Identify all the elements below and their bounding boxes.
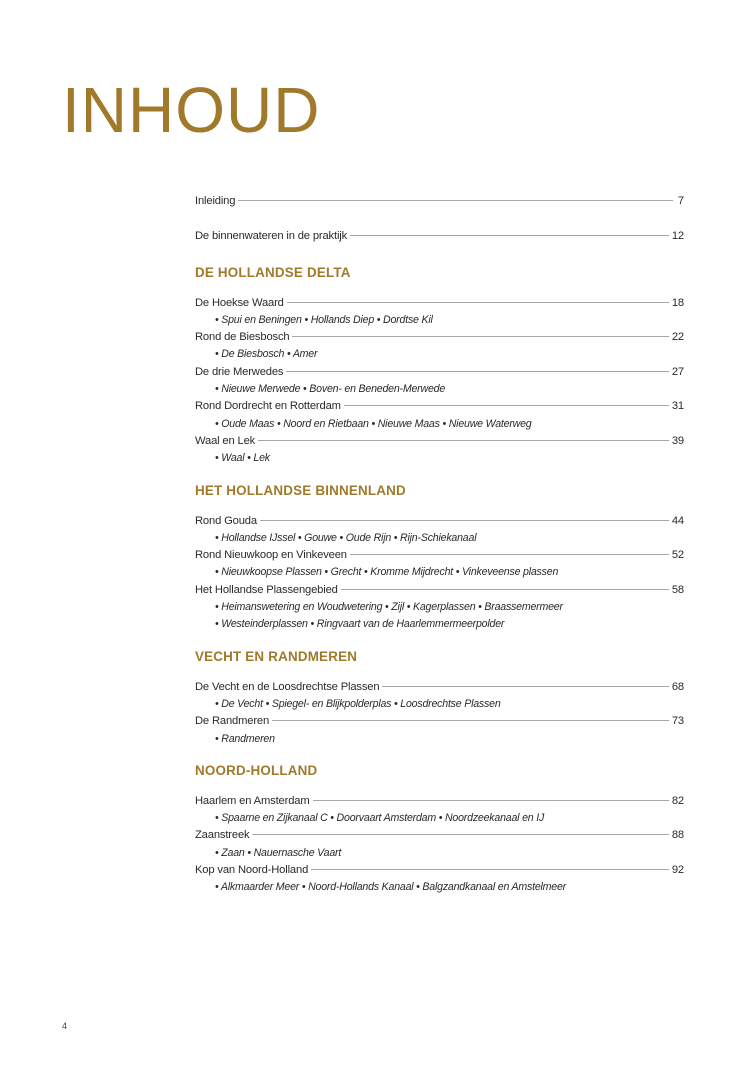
toc-entry-label: Rond de Biesbosch [195,331,290,344]
dotted-leader [311,869,669,870]
spacer [195,246,684,263]
dotted-leader [341,589,669,590]
toc-entry-page: 18 [671,296,684,309]
spacer [195,780,684,793]
toc-entry-page: 52 [671,549,684,562]
toc-entry-page: 39 [671,434,684,447]
toc-entry[interactable] [195,513,684,530]
section-heading: DE HOLLANDSE DELTA [195,264,351,280]
dotted-leader [287,302,669,303]
toc-entry-page: 31 [671,400,684,413]
toc-entry-label: Waal en Lek [195,434,256,447]
toc-subentry: • De Vecht • Spiegel- en Blijkpolderplas • Loosdrechtse Plassen [215,697,501,710]
toc-entry-label: Rond Gouda [195,514,257,527]
toc-entry[interactable] [195,862,684,879]
section-heading: NOORD-HOLLAND [195,762,318,778]
toc-entry-label: De drie Merwedes [195,365,284,378]
toc-subentry: • Zaan • Nauernasche Vaart [215,846,342,859]
toc-subentry: • Randmeren [215,732,275,745]
toc-entry-label: Haarlem en Amsterdam [195,794,310,807]
spacer [195,634,684,647]
spacer [195,666,684,679]
dotted-leader [260,520,669,521]
toc-entry[interactable] [195,398,684,415]
toc-subentry: • Hollandse IJssel • Gouwe • Oude Rijn • Rijn-Schiekanaal [215,531,477,544]
page-title: INHOUD [62,74,321,146]
dotted-leader [258,440,669,441]
toc-entry-page: 82 [671,794,684,807]
toc-entry[interactable] [195,582,684,599]
toc-entry-page: 22 [671,331,684,344]
toc-sections [195,246,684,897]
page-number: 4 [62,1021,68,1031]
toc-entry-label: Inleiding [195,195,236,207]
toc-entry-binnenwateren[interactable] [195,228,684,245]
toc-entry-label: De Randmeren [195,715,270,728]
toc-entry-label: Het Hollandse Plassengebied [195,583,338,596]
toc-subentry: • Oude Maas • Noord en Rietbaan • Nieuwe Maas • Nieuwe Waterweg [215,417,532,430]
toc-entry-label: De Hoekse Waard [195,296,284,309]
toc-entry-label: Rond Dordrecht en Rotterdam [195,400,341,413]
toc-entry[interactable] [195,433,684,450]
toc-entry-label: Zaanstreek [195,829,250,842]
section-heading: VECHT EN RANDMEREN [195,648,358,664]
toc-subentry: • Waal • Lek [215,452,270,465]
toc-entry-page: 7 [677,195,684,207]
toc-entry[interactable] [195,364,684,381]
toc-entry[interactable] [195,295,684,312]
dotted-leader [272,720,669,721]
dotted-leader [313,800,669,801]
toc-entry[interactable] [195,793,684,810]
toc-entry-page: 92 [671,864,684,877]
toc-entry-inleiding[interactable] [195,193,684,210]
toc-entry-page: 27 [671,365,684,378]
dotted-leader [292,336,668,337]
toc-entry-label: De Vecht en de Loosdrechtse Plassen [195,680,380,693]
toc-entry-page: 12 [671,230,684,243]
toc-entry[interactable] [195,713,684,730]
toc-subentry: • Westeinderplassen • Ringvaart van de Haarlemmermeerpolder [215,618,505,631]
spacer [195,500,684,513]
table-of-contents [195,193,684,897]
toc-subentry: • Alkmaarder Meer • Noord-Hollands Kanaal • Balgzandkanaal en Amstelmeer [215,881,567,894]
toc-entry[interactable] [195,547,684,564]
toc-entry-label: Rond Nieuwkoop en Vinkeveen [195,549,347,562]
dotted-leader [350,235,669,236]
toc-subentry: • Nieuwe Merwede • Boven- en Beneden-Merwede [215,383,446,396]
toc-entry[interactable] [195,329,684,346]
spacer [195,282,684,295]
toc-entry-page: 73 [671,715,684,728]
toc-subentry: • Heimanswetering en Woudwetering • Zijl • Kagerplassen • Braassemermeer [215,601,563,614]
toc-entry[interactable] [195,827,684,844]
toc-subentry: • De Biesbosch • Amer [215,348,318,361]
toc-entry-page: 88 [671,829,684,842]
toc-entry-page: 68 [671,680,684,693]
dotted-leader [286,371,668,372]
dotted-leader [252,834,668,835]
spacer [195,210,684,228]
section-heading: HET HOLLANDSE BINNENLAND [195,482,406,498]
dotted-leader [238,200,673,201]
spacer [195,748,684,761]
toc-subentry: • Spaarne en Zijkanaal C • Doorvaart Amsterdam • Noordzeekanaal en IJ [215,812,545,825]
spacer [195,468,684,481]
toc-entry-page: 44 [671,514,684,527]
toc-entry-label: Kop van Noord-Holland [195,864,309,877]
dotted-leader [350,554,669,555]
toc-entry[interactable] [195,679,684,696]
toc-entry-label: De binnenwateren in de praktijk [195,230,348,243]
toc-subentry: • Spui en Beningen • Hollands Diep • Dordtse Kil [215,313,433,326]
toc-subentry: • Nieuwkoopse Plassen • Grecht • Kromme Mijdrecht • Vinkeveense plassen [215,566,559,579]
dotted-leader [344,405,669,406]
dotted-leader [382,686,668,687]
toc-entry-page: 58 [671,583,684,596]
